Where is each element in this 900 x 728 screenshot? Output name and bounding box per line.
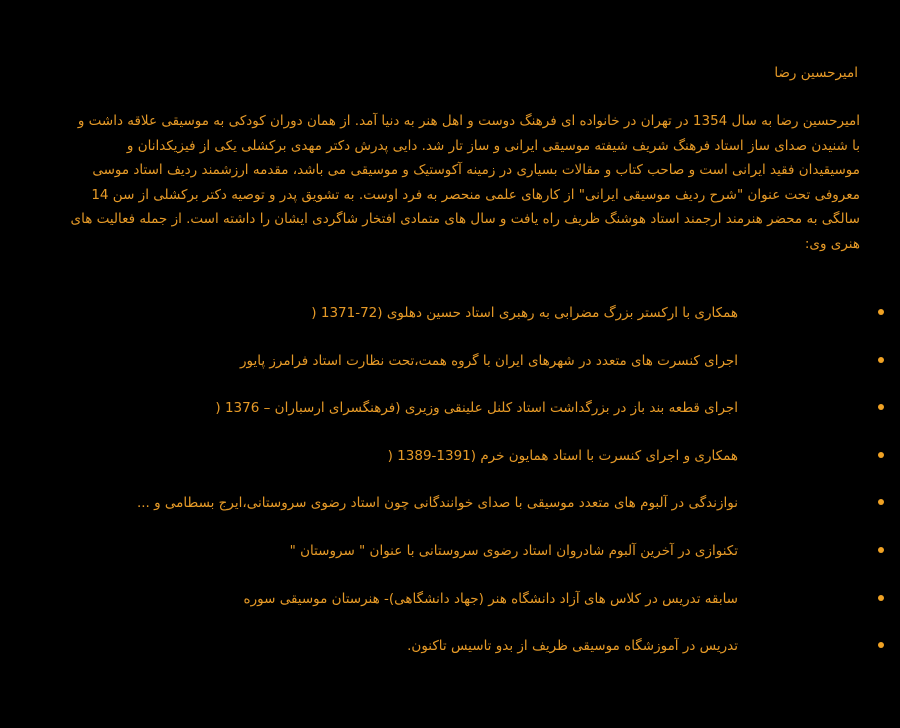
activities-list bbox=[0, 298, 900, 679]
bullet-icon bbox=[878, 404, 884, 410]
bullet-icon bbox=[878, 595, 884, 601]
list-item-text: سابقه تدریس در کلاس های آزاد دانشگاه هنر (جهاد دانشگاهی)- هنرستان موسیقی سوره bbox=[243, 590, 738, 607]
intro-line: هنری وی: bbox=[804, 235, 860, 252]
list-item bbox=[0, 488, 900, 536]
intro-line: سالگی به محضر هنرمند ارجمند استاد هوشنگ ظریف راه یافت و سال های متمادی افتخار شاگردی ایشان را داشته است. از جمله فعالیت های bbox=[70, 211, 860, 228]
list-item-text: اجرای قطعه بند باز در بزرگداشت استاد کلنل علینقی وزیری (فرهنگسرای ارسباران – 1376 ( bbox=[215, 400, 738, 417]
list-item-text: تدریس در آموزشگاه موسیقی ظریف از بدو تاسیس تاکنون. bbox=[407, 638, 738, 655]
list-item bbox=[0, 631, 900, 679]
list-item-text: همکاری و اجرای کنسرت با استاد همایون خرم (1391-1389 ( bbox=[387, 447, 738, 464]
list-item-text: اجرای کنسرت های متعدد در شهرهای ایران با گروه همت،تحت نظارت استاد فرامرز پایور bbox=[239, 352, 738, 369]
bullet-icon bbox=[878, 642, 884, 648]
list-item bbox=[0, 298, 900, 346]
intro-paragraph bbox=[30, 109, 860, 257]
list-item bbox=[0, 536, 900, 584]
intro-line: با شنیدن صدای ساز استاد فرهنگ شریف شیفته موسیقی ایرانی و ساز تار شد. دایی پدرش دکتر مهدی برکشلی یکی از فیزیکدانان و bbox=[126, 137, 860, 154]
list-item-text: تکنوازی در آخرین آلبوم شادروان استاد رضوی سروستانی با عنوان " سروستان " bbox=[289, 542, 738, 559]
list-item-text: همکاری با ارکستر بزرگ مضرابی به رهبری استاد حسین دهلوی (72-1371 ( bbox=[311, 305, 738, 321]
bullet-icon bbox=[878, 357, 884, 363]
intro-line: موسیقیدان فقید ایرانی است و صاحب کتاب و مقالات بسیاری در زمینه آکوستیک و موسیقی می باشد، مقدمه ارزشمند ردیف استاد موسی bbox=[92, 162, 860, 179]
page-title: امیرحسین رضا bbox=[774, 65, 858, 81]
intro-line: امیرحسین رضا به سال 1354 در تهران در خانواده ای فرهنگ دوست و اهل هنر به دنیا آمد. از همان دوران کودکی به موسیقی علاقه داشت و bbox=[77, 113, 860, 129]
bullet-icon bbox=[878, 309, 884, 315]
intro-line: معروفی تحت عنوان "شرح ردیف موسیقی ایرانی" از کارهای علمی منحصر به فرد اوست. به تشویق پدر و توصیه دکتر برکشلی از سن 14 bbox=[91, 186, 860, 203]
bullet-icon bbox=[878, 452, 884, 458]
list-item bbox=[0, 393, 900, 441]
list-item bbox=[0, 346, 900, 394]
list-item-text: نوازندگی در آلبوم های متعدد موسیقی با صدای خوانندگانی چون استاد رضوی سروستانی،ایرج بسطامی و ... bbox=[136, 495, 738, 512]
list-item bbox=[0, 584, 900, 632]
list-item bbox=[0, 441, 900, 489]
bullet-icon bbox=[878, 499, 884, 505]
bullet-icon bbox=[878, 547, 884, 553]
